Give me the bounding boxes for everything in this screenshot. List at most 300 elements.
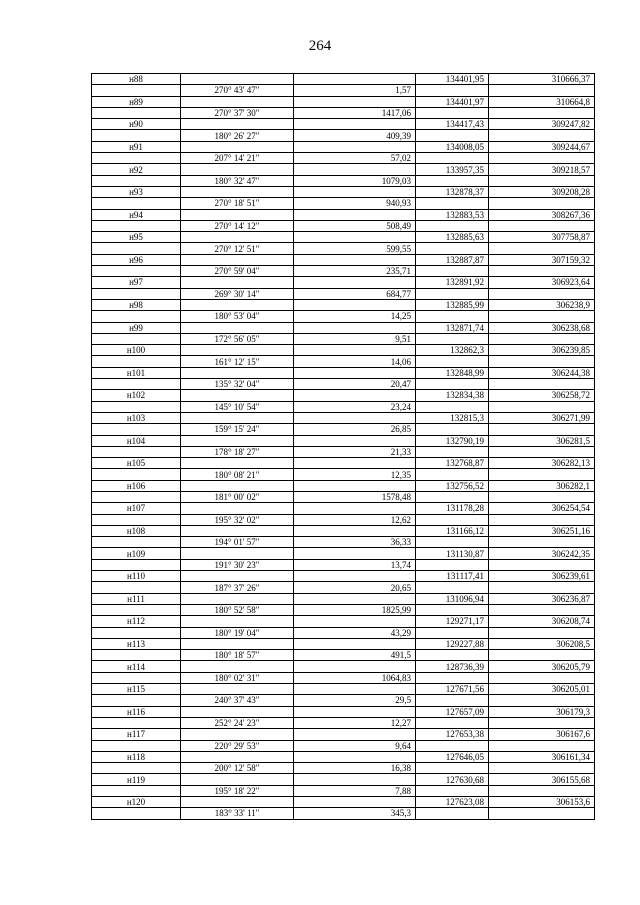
point-row: [92, 458, 595, 469]
empty-cell: [181, 412, 294, 423]
point-name: н115: [92, 684, 181, 695]
empty-cell: [416, 627, 489, 638]
segment-row: [92, 107, 595, 118]
empty-cell: [181, 751, 294, 762]
coord-x: 132848,99: [416, 367, 489, 378]
empty-cell: [416, 333, 489, 344]
direction-angle: 240° 37' 43": [181, 695, 294, 706]
point-row: [92, 141, 595, 152]
segment-length: 36,33: [294, 537, 416, 548]
segment-length: 7,88: [294, 785, 416, 796]
empty-cell: [92, 153, 181, 164]
coord-x: 134401,95: [416, 74, 489, 85]
empty-cell: [92, 650, 181, 661]
point-name: н103: [92, 412, 181, 423]
empty-cell: [294, 74, 416, 85]
coord-y: 307758,87: [489, 232, 595, 243]
coord-x: 132871,74: [416, 322, 489, 333]
empty-cell: [489, 604, 595, 615]
point-name: н109: [92, 548, 181, 559]
empty-cell: [489, 220, 595, 231]
segment-length: 29,5: [294, 695, 416, 706]
empty-cell: [416, 604, 489, 615]
point-name: н110: [92, 571, 181, 582]
segment-row: [92, 650, 595, 661]
empty-cell: [92, 356, 181, 367]
point-name: н104: [92, 435, 181, 446]
empty-cell: [416, 153, 489, 164]
coord-x: 132768,87: [416, 458, 489, 469]
coord-x: 132862,3: [416, 345, 489, 356]
segment-length: 1079,03: [294, 175, 416, 186]
coord-y: 308267,36: [489, 209, 595, 220]
coord-y: 306251,16: [489, 525, 595, 536]
empty-cell: [294, 390, 416, 401]
empty-cell: [416, 130, 489, 141]
empty-cell: [294, 480, 416, 491]
direction-angle: 269° 30' 14": [181, 288, 294, 299]
direction-angle: 194° 01' 57": [181, 537, 294, 548]
direction-angle: 270° 59' 04": [181, 266, 294, 277]
coordinates-table: [91, 73, 595, 820]
empty-cell: [416, 537, 489, 548]
empty-cell: [92, 491, 181, 502]
empty-cell: [416, 401, 489, 412]
empty-cell: [181, 435, 294, 446]
empty-cell: [181, 525, 294, 536]
segment-length: 9,51: [294, 333, 416, 344]
empty-cell: [294, 593, 416, 604]
coord-x: 127653,38: [416, 729, 489, 740]
point-row: [92, 412, 595, 423]
coord-x: 131096,94: [416, 593, 489, 604]
empty-cell: [181, 503, 294, 514]
direction-angle: 195° 18' 22": [181, 785, 294, 796]
direction-angle: 183° 33' 11": [181, 808, 294, 819]
empty-cell: [416, 514, 489, 525]
point-row: [92, 209, 595, 220]
coord-y: 306282,1: [489, 480, 595, 491]
coord-x: 132878,37: [416, 186, 489, 197]
empty-cell: [294, 774, 416, 785]
coord-x: 132887,87: [416, 254, 489, 265]
segment-row: [92, 424, 595, 435]
empty-cell: [181, 345, 294, 356]
empty-cell: [92, 198, 181, 209]
empty-cell: [416, 740, 489, 751]
empty-cell: [294, 751, 416, 762]
empty-cell: [181, 254, 294, 265]
coord-y: 306238,9: [489, 299, 595, 310]
empty-cell: [92, 401, 181, 412]
empty-cell: [92, 266, 181, 277]
point-row: [92, 186, 595, 197]
coord-y: 306236,87: [489, 593, 595, 604]
empty-cell: [92, 627, 181, 638]
empty-cell: [294, 661, 416, 672]
point-name: н116: [92, 706, 181, 717]
coord-x: 132885,99: [416, 299, 489, 310]
empty-cell: [181, 232, 294, 243]
empty-cell: [294, 164, 416, 175]
point-name: н113: [92, 638, 181, 649]
segment-length: 1064,83: [294, 672, 416, 683]
empty-cell: [489, 243, 595, 254]
point-row: [92, 751, 595, 762]
empty-cell: [294, 729, 416, 740]
empty-cell: [489, 650, 595, 661]
empty-cell: [92, 559, 181, 570]
point-name: н119: [92, 774, 181, 785]
point-name: н108: [92, 525, 181, 536]
empty-cell: [294, 435, 416, 446]
coord-y: 306271,99: [489, 412, 595, 423]
coord-y: 306242,35: [489, 548, 595, 559]
point-name: н98: [92, 299, 181, 310]
coord-y: 306161,34: [489, 751, 595, 762]
empty-cell: [294, 616, 416, 627]
empty-cell: [416, 650, 489, 661]
empty-cell: [92, 514, 181, 525]
coord-y: 306923,64: [489, 277, 595, 288]
segment-length: 26,85: [294, 424, 416, 435]
point-row: [92, 299, 595, 310]
segment-length: 508,49: [294, 220, 416, 231]
point-row: [92, 503, 595, 514]
empty-cell: [489, 107, 595, 118]
point-row: [92, 232, 595, 243]
coord-x: 131130,87: [416, 548, 489, 559]
segment-length: 409,39: [294, 130, 416, 141]
empty-cell: [294, 322, 416, 333]
direction-angle: 180° 52' 58": [181, 604, 294, 615]
segment-length: 16,38: [294, 763, 416, 774]
point-row: [92, 729, 595, 740]
segment-row: [92, 198, 595, 209]
coord-x: 132885,63: [416, 232, 489, 243]
point-row: [92, 119, 595, 130]
empty-cell: [416, 424, 489, 435]
empty-cell: [489, 808, 595, 819]
empty-cell: [181, 367, 294, 378]
empty-cell: [181, 186, 294, 197]
empty-cell: [294, 638, 416, 649]
point-name: н112: [92, 616, 181, 627]
coord-y: 306155,68: [489, 774, 595, 785]
page-number: 264: [308, 38, 332, 54]
point-name: н88: [92, 74, 181, 85]
empty-cell: [294, 299, 416, 310]
point-row: [92, 96, 595, 107]
empty-cell: [416, 266, 489, 277]
point-name: н90: [92, 119, 181, 130]
coord-x: 127623,08: [416, 797, 489, 808]
direction-angle: 161° 12' 15": [181, 356, 294, 367]
segment-row: [92, 333, 595, 344]
empty-cell: [489, 266, 595, 277]
empty-cell: [489, 582, 595, 593]
empty-cell: [92, 469, 181, 480]
segment-row: [92, 627, 595, 638]
segment-length: 1,57: [294, 85, 416, 96]
segment-length: 1825,99: [294, 604, 416, 615]
empty-cell: [489, 627, 595, 638]
empty-cell: [181, 548, 294, 559]
direction-angle: 191° 30' 23": [181, 559, 294, 570]
empty-cell: [181, 277, 294, 288]
point-row: [92, 277, 595, 288]
empty-cell: [92, 333, 181, 344]
empty-cell: [489, 153, 595, 164]
empty-cell: [294, 797, 416, 808]
empty-cell: [181, 209, 294, 220]
direction-angle: 200° 12' 58": [181, 763, 294, 774]
empty-cell: [489, 198, 595, 209]
empty-cell: [294, 96, 416, 107]
empty-cell: [294, 367, 416, 378]
segment-row: [92, 311, 595, 322]
segment-length: 20,65: [294, 582, 416, 593]
empty-cell: [92, 763, 181, 774]
coord-y: 306208,74: [489, 616, 595, 627]
point-row: [92, 797, 595, 808]
empty-cell: [489, 424, 595, 435]
empty-cell: [92, 243, 181, 254]
empty-cell: [416, 808, 489, 819]
empty-cell: [92, 604, 181, 615]
direction-angle: 135° 32' 04": [181, 379, 294, 390]
segment-row: [92, 763, 595, 774]
coord-y: 306254,54: [489, 503, 595, 514]
segment-row: [92, 717, 595, 728]
segment-length: 14,25: [294, 311, 416, 322]
empty-cell: [181, 729, 294, 740]
segment-row: [92, 469, 595, 480]
point-name: н89: [92, 96, 181, 107]
segment-length: 23,24: [294, 401, 416, 412]
coord-y: 310664,8: [489, 96, 595, 107]
coord-x: 132815,3: [416, 412, 489, 423]
empty-cell: [294, 277, 416, 288]
segment-length: 1578,48: [294, 491, 416, 502]
coord-y: 306179,3: [489, 706, 595, 717]
empty-cell: [181, 458, 294, 469]
empty-cell: [416, 672, 489, 683]
empty-cell: [489, 695, 595, 706]
coord-x: 131117,41: [416, 571, 489, 582]
point-name: н99: [92, 322, 181, 333]
segment-row: [92, 785, 595, 796]
segment-row: [92, 604, 595, 615]
coord-x: 128736,39: [416, 661, 489, 672]
point-row: [92, 684, 595, 695]
point-name: н94: [92, 209, 181, 220]
empty-cell: [489, 785, 595, 796]
point-row: [92, 706, 595, 717]
point-row: [92, 638, 595, 649]
segment-row: [92, 288, 595, 299]
empty-cell: [489, 537, 595, 548]
empty-cell: [294, 458, 416, 469]
direction-angle: 181° 00' 02": [181, 491, 294, 502]
empty-cell: [181, 661, 294, 672]
point-row: [92, 593, 595, 604]
segment-row: [92, 243, 595, 254]
coord-y: 306238,68: [489, 322, 595, 333]
empty-cell: [181, 390, 294, 401]
coord-x: 131166,12: [416, 525, 489, 536]
empty-cell: [489, 469, 595, 480]
coord-x: 132790,19: [416, 435, 489, 446]
segment-length: 345,3: [294, 808, 416, 819]
empty-cell: [416, 379, 489, 390]
empty-cell: [294, 412, 416, 423]
empty-cell: [489, 763, 595, 774]
coord-y: 306281,5: [489, 435, 595, 446]
coord-x: 131178,28: [416, 503, 489, 514]
direction-angle: 207° 14' 21": [181, 153, 294, 164]
direction-angle: 180° 26' 27": [181, 130, 294, 141]
empty-cell: [181, 571, 294, 582]
point-name: н91: [92, 141, 181, 152]
point-row: [92, 548, 595, 559]
coord-x: 127657,09: [416, 706, 489, 717]
empty-cell: [489, 288, 595, 299]
segment-row: [92, 446, 595, 457]
empty-cell: [489, 740, 595, 751]
empty-cell: [181, 593, 294, 604]
empty-cell: [489, 559, 595, 570]
empty-cell: [416, 717, 489, 728]
segment-row: [92, 85, 595, 96]
segment-row: [92, 514, 595, 525]
empty-cell: [416, 107, 489, 118]
empty-cell: [92, 379, 181, 390]
empty-cell: [416, 695, 489, 706]
coord-y: 306239,61: [489, 571, 595, 582]
empty-cell: [416, 220, 489, 231]
direction-angle: 180° 53' 04": [181, 311, 294, 322]
point-name: н105: [92, 458, 181, 469]
empty-cell: [181, 322, 294, 333]
coord-y: 306208,5: [489, 638, 595, 649]
empty-cell: [416, 491, 489, 502]
segment-length: 20,47: [294, 379, 416, 390]
empty-cell: [181, 684, 294, 695]
direction-angle: 270° 12' 51": [181, 243, 294, 254]
coord-x: 129227,88: [416, 638, 489, 649]
empty-cell: [416, 311, 489, 322]
empty-cell: [489, 514, 595, 525]
point-name: н107: [92, 503, 181, 514]
empty-cell: [416, 288, 489, 299]
empty-cell: [181, 74, 294, 85]
empty-cell: [181, 96, 294, 107]
coord-x: 132891,92: [416, 277, 489, 288]
empty-cell: [92, 446, 181, 457]
empty-cell: [294, 684, 416, 695]
segment-row: [92, 153, 595, 164]
coord-x: 127630,68: [416, 774, 489, 785]
empty-cell: [416, 559, 489, 570]
coord-y: 309208,28: [489, 186, 595, 197]
empty-cell: [181, 706, 294, 717]
segment-length: 43,29: [294, 627, 416, 638]
point-name: н93: [92, 186, 181, 197]
empty-cell: [489, 401, 595, 412]
segment-length: 14,06: [294, 356, 416, 367]
point-name: н111: [92, 593, 181, 604]
coord-y: 306282,13: [489, 458, 595, 469]
empty-cell: [181, 616, 294, 627]
segment-row: [92, 740, 595, 751]
point-name: н92: [92, 164, 181, 175]
direction-angle: 180° 08' 21": [181, 469, 294, 480]
point-name: н114: [92, 661, 181, 672]
direction-angle: 187° 37' 26": [181, 582, 294, 593]
segment-row: [92, 130, 595, 141]
empty-cell: [92, 220, 181, 231]
empty-cell: [489, 446, 595, 457]
empty-cell: [294, 503, 416, 514]
empty-cell: [181, 119, 294, 130]
coord-y: 309244,67: [489, 141, 595, 152]
coord-y: 306258,72: [489, 390, 595, 401]
point-name: н96: [92, 254, 181, 265]
point-row: [92, 774, 595, 785]
direction-angle: 195° 32' 02": [181, 514, 294, 525]
empty-cell: [181, 797, 294, 808]
empty-cell: [294, 141, 416, 152]
segment-row: [92, 537, 595, 548]
point-row: [92, 345, 595, 356]
coord-x: 127671,56: [416, 684, 489, 695]
point-row: [92, 571, 595, 582]
empty-cell: [92, 537, 181, 548]
segment-row: [92, 491, 595, 502]
direction-angle: 270° 14' 12": [181, 220, 294, 231]
segment-length: 1417,06: [294, 107, 416, 118]
coord-y: 309247,82: [489, 119, 595, 130]
direction-angle: 178° 18' 27": [181, 446, 294, 457]
segment-length: 12,35: [294, 469, 416, 480]
direction-angle: 172° 56' 05": [181, 333, 294, 344]
coord-x: 134008,05: [416, 141, 489, 152]
direction-angle: 220° 29' 53": [181, 740, 294, 751]
empty-cell: [416, 763, 489, 774]
empty-cell: [489, 491, 595, 502]
segment-row: [92, 582, 595, 593]
segment-length: 12,27: [294, 717, 416, 728]
segment-row: [92, 401, 595, 412]
direction-angle: 270° 37' 30": [181, 107, 294, 118]
empty-cell: [92, 85, 181, 96]
empty-cell: [181, 141, 294, 152]
coord-y: 309218,57: [489, 164, 595, 175]
coord-y: 310666,37: [489, 74, 595, 85]
segment-row: [92, 379, 595, 390]
empty-cell: [416, 175, 489, 186]
empty-cell: [92, 785, 181, 796]
segment-row: [92, 559, 595, 570]
point-row: [92, 322, 595, 333]
segment-row: [92, 672, 595, 683]
segment-row: [92, 266, 595, 277]
segment-length: 491,5: [294, 650, 416, 661]
coord-y: 306244,38: [489, 367, 595, 378]
empty-cell: [416, 582, 489, 593]
empty-cell: [92, 311, 181, 322]
